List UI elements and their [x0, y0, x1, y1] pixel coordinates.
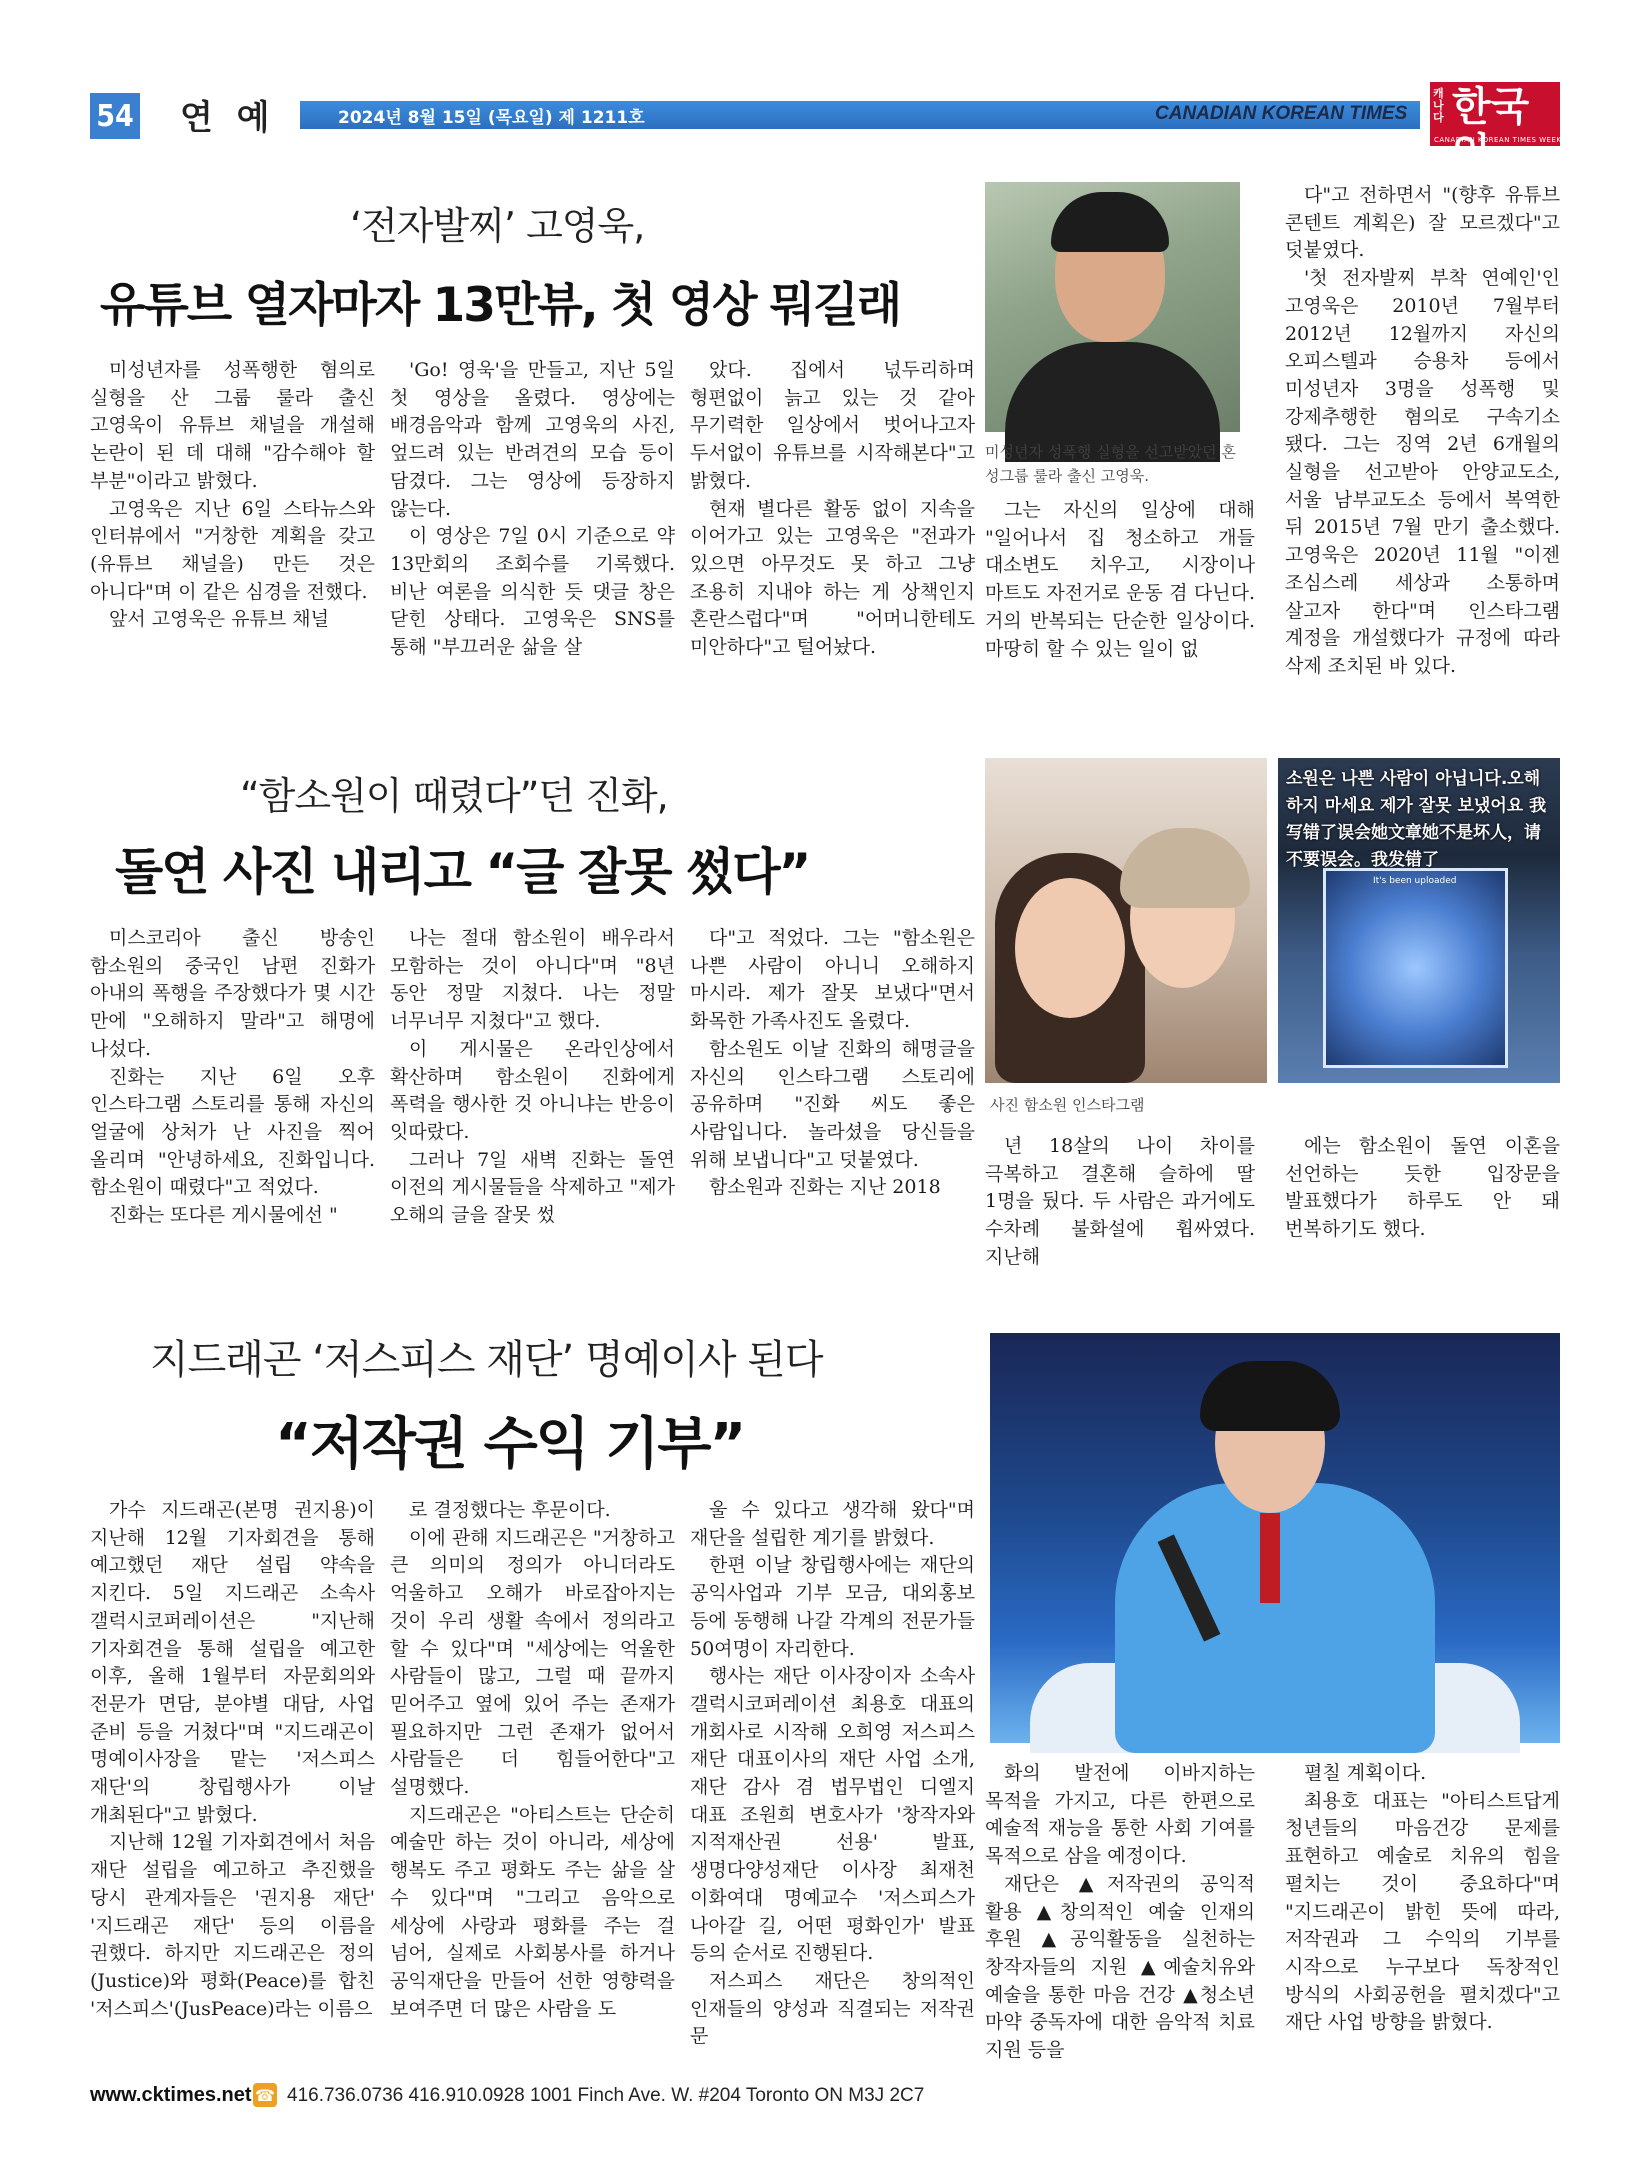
article1-caption: 미성년자 성폭행 실형을 선고받았던 혼성그룹 룰라 출신 고영욱. — [985, 443, 1236, 485]
article1-title: 유튜브 열자마자 13만뷰, 첫 영상 뭐길래 — [100, 278, 901, 333]
article2-col3 — [690, 925, 975, 1250]
paragraph: 최용호 대표는 "아티스트답게 청년들의 마음건강 문제를 표현하고 예술로 치유의 힘을 펼치는 것이 중요하다"며 "지드래곤이 밝힌 뜻에 따라, 저작권과 그 수익의 기부를 시작으로 누구보다 독창적인 방식의 사회공헌을 펼치겠다"고 재단 사업 방향을 밝혔다. — [1285, 1789, 1560, 2034]
paragraph: 펼칠 계획이다. — [1304, 1762, 1427, 1784]
article3-col3 — [690, 1497, 975, 2052]
paragraph: 다"고 전하면서 "(향후 유튜브 콘텐트 계획은) 잘 모르겠다"고 덧붙였다. — [1285, 184, 1560, 262]
newspaper-logo — [1430, 82, 1570, 176]
photo-overlay-label: It's been uploaded — [1373, 876, 1457, 886]
paragraph: 다"고 적었다. 그는 "함소원은 나쁜 사람이 아니니 오해하지 마시라. 제가 잘못 보냈다"면서 화목한 가족사진도 올렸다. — [690, 927, 975, 1033]
paragraph: 함소원도 이날 진화의 해명글을 자신의 인스타그램 스토리에 공유하며 "진화 씨도 좋은 사람입니다. 놀라셨을 당신들을 위해 보냅니다"고 덧붙였다. — [690, 1037, 975, 1171]
article3-col4 — [985, 1760, 1255, 2062]
paragraph: 이 게시물은 온라인상에서 확산하며 함소원이 진화에게 폭력을 행사한 것 아니냐는 반응이 잇따랐다. — [390, 1037, 675, 1143]
article1-col4 — [985, 497, 1255, 679]
photo-ham-so-won-jin-hua — [985, 758, 1267, 1083]
paragraph: 미성년자를 성폭행한 혐의로 실형을 산 그룹 룰라 출신 고영욱이 유튜브 채널을 개설해 논란이 된 데 대해 "감수해야 할 부분"이라고 밝혔다. — [90, 359, 375, 492]
paragraph: 에는 함소원이 돌연 이혼을 선언하는 듯한 입장문을 발표했다가 하루도 안 돼 번복하기도 했다. — [1285, 1135, 1560, 1241]
logo-side-text: 캐나다 — [1433, 87, 1444, 124]
logo-text: 한국인 — [1452, 84, 1530, 176]
footer-url[interactable]: www.cktimes.net — [90, 2084, 252, 2106]
page-number: 54 — [90, 93, 140, 139]
paragraph: 지드래곤은 "아티스트는 단순히 예술만 하는 것이 아니라, 세상에 행복도 주고 평화도 주는 삶을 살 수 있다"며 "그리고 음악으로 세상에 사랑과 평화를 주는 걸 넘어, 실제로 사회봉사를 하거나 공익재단을 만들어 선한 영향력을 보여주면 더 많은 사람을 도 — [390, 1803, 675, 2020]
photo-go-young-wook — [985, 182, 1240, 432]
paragraph: 로 결정했다는 후문이다. — [409, 1499, 611, 1521]
article2-col1 — [90, 925, 375, 1250]
paragraph: 이에 관해 지드래곤은 "거창하고 큰 의미의 정의가 아니더라도 억울하고 오해가 바로잡아지는 것이 우리 생활 속에서 정의라고 할 수 있다"며 "세상에는 억울한 사람들이 많고, 그럴 때 끝까지 믿어주고 옆에 있어 주는 존재가 필요하지만 그런 존재가 없어서 사람들은 더 힘들어한다"고 설명했다. — [390, 1526, 675, 1799]
section-title: 연 예 — [180, 98, 276, 138]
footer-contact: 416.736.0736 416.910.0928 1001 Finch Ave. W. #204 Toronto ON M3J 2C7 — [287, 2085, 925, 2106]
article1-col3 — [690, 357, 975, 679]
article3-col5 — [1285, 1760, 1560, 2052]
article1-subtitle: ‘전자발찌’ 고영욱, — [350, 204, 645, 248]
article1-col2 — [390, 357, 675, 679]
paragraph: '첫 전자발찌 부착 연예인'인 고영욱은 2010년 7월부터 2012년 12월까지 자신의 오피스텔과 승용차 등에서 미성년자 3명을 성폭행 및 강제추행한 혐의로 구속기소 됐다. 그는 징역 2년 6개월의 실형을 선고받아 안양교도소, 서울 남부교도소 등에서 복역한 뒤 2015년 7월 만기 출소했다. 고영욱은 2020년 11월 "이젠 조심스레 세상과 소통하며 살고자 한다"며 인스타그램 계정을 개설했다가 규정에 따라 삭제 조치된 바 있다. — [1285, 267, 1560, 677]
article3-col1 — [90, 1497, 375, 2052]
paragraph: 그러나 7일 새벽 진화는 돌연 이전의 게시물들을 삭제하고 "제가 오해의 글을 잘못 썼 — [390, 1148, 675, 1227]
article2-col4 — [985, 1133, 1255, 1268]
issue-date: 2024년 8월 15일 (목요일) 제 1211호 — [338, 108, 645, 128]
photo-overlay-text: 소원은 나쁜 사람이 아닙니다.오해하지 마세요 제가 잘못 보냈어요 我写错了误会她文章她不是坏人，请不要误会。我发错了 — [1286, 769, 1547, 870]
paragraph: 함소원과 진화는 지난 2018 — [709, 1176, 941, 1199]
article3-col2 — [390, 1497, 675, 2052]
paragraph: 년 18살의 나이 차이를 극복하고 결혼해 슬하에 딸 1명을 뒀다. 두 사람은 과거에도 수차례 불화설에 휩싸였다. 지난해 — [985, 1135, 1255, 1268]
article2-col2 — [390, 925, 675, 1250]
paragraph: 나는 절대 함소원이 배우라서 모함하는 것이 아니다"며 "8년 동안 정말 지쳤다. 나는 정말 너무너무 지쳤다"고 했다. — [390, 927, 675, 1033]
paragraph: 지난해 12월 기자회견에서 처음 재단 설립을 예고하고 추진했을 당시 관계자들은 '권지용 재단' '지드래곤 재단' 등의 이름을 권했다. 하지만 지드래곤은 정의(Justice)와 평화(Peace)를 합친 '저스피스'(JusPeace)라는 이름으 — [90, 1831, 375, 2020]
paragraph: 한편 이날 창립행사에는 재단의 공익사업과 기부 모금, 대외홍보 등에 동행해 나갈 각계의 전문가들 50여명이 자리한다. — [690, 1554, 975, 1660]
paper-name-en: CANADIAN KOREAN TIMES — [1155, 103, 1408, 124]
paragraph: 행사는 재단 이사장이자 소속사 갤럭시코퍼레이션 최용호 대표의 개회사로 시작해 오희영 저스피스 재단 대표이사의 재단 사업 소개, 재단 감사 겸 법무법인 디엘지 대표 조원희 변호사가 '창작자와 지적재산권 선용' 발표, 생명다양성재단 이사장 최재천 이화여대 명예교수 '저스피스가 나아갈 길, 어떤 평화인가' 발표 등의 순서로 진행된다. — [690, 1665, 975, 1965]
paragraph: 화의 발전에 이바지하는 목적을 가지고, 다른 한편으로 예술적 재능을 통한 사회 기여를 목적으로 삼을 예정이다. — [985, 1762, 1255, 1868]
paragraph: 고영욱은 지난 6일 스타뉴스와 인터뷰에서 "거창한 계획을 갖고 (유튜브 채널을) 만든 것은 아니다"며 이 같은 심경을 전했다. — [90, 497, 375, 603]
paragraph: 이 영상은 7일 0시 기준으로 약 13만회의 조회수를 기록했다. 비난 여론을 의식한 듯 댓글 창은 닫힌 상태다. 고영욱은 SNS를 통해 "부끄러운 삶을 살 — [390, 525, 675, 659]
paragraph: 미스코리아 출신 방송인 함소원의 중국인 남편 진화가 아내의 폭행을 주장했다가 몇 시간 만에 "오해하지 말라"고 해명에 나섰다. — [90, 927, 375, 1060]
article1-col1 — [90, 357, 375, 679]
paragraph: 저스피스 재단은 창의적인 인재들의 양성과 직결되는 저작권 문 — [690, 1969, 975, 2048]
article1-col5 — [1285, 182, 1560, 679]
paragraph: 진화는 또다른 게시물에선 " — [109, 1204, 338, 1227]
paragraph: 그는 자신의 일상에 대해 "일어나서 집 청소하고 개들 대소변도 치우고, 시장이나 마트도 자전거로 운동 겸 다닌다. 거의 반복되는 단순한 일상이다. 마땅히 할 수 있는 일이 없 — [985, 499, 1255, 660]
paragraph: 진화는 지난 6일 오후 인스타그램 스토리를 통해 자신의 얼굴에 상처가 난 사진을 찍어 올리며 "안녕하세요, 진화입니다. 함소원이 때렸다"고 적었다. — [90, 1065, 375, 1199]
article2-col5 — [1285, 1133, 1560, 1250]
paragraph: 울 수 있다고 생각해 왔다"며 재단을 설립한 계기를 밝혔다. — [690, 1499, 975, 1549]
paragraph: 'Go! 영욱'을 만들고, 지난 5일 첫 영상을 올렸다. 영상에는 배경음악과 함께 고영욱의 사진, 엎드려 있는 반려견의 모습 등이 담겼다. 그는 영상에 등장하지 않는다. — [390, 359, 675, 520]
article2-title: 돌연 사진 내리고 “글 잘못 썼다” — [115, 843, 810, 901]
paragraph: 재단은 ▲저작권의 공익적 활용 ▲창의적인 예술 인재의 후원 ▲공익활동을 실천하는 창작자들의 지원 ▲예술치유와 예술을 통한 마음 건강 ▲청소년 마약 중독자에 대한 음악적 치료 지원 등을 — [985, 1872, 1255, 2062]
article2-subtitle: “함소원이 때렸다”던 진화, — [240, 774, 668, 818]
article3-subtitle: 지드래곤 ‘저스피스 재단’ 명예이사 된다 — [150, 1337, 823, 1383]
photo-g-dragon — [990, 1333, 1560, 1743]
photo-instagram-story — [1278, 758, 1560, 1083]
article2-caption: 사진 함소원 인스타그램 — [990, 1096, 1145, 1114]
logo-sub: CANADIAN KOREAN TIMES WEEKLY — [1434, 136, 1570, 144]
phone-icon: ☎ — [253, 2083, 277, 2107]
paragraph: 가수 지드래곤(본명 권지용)이 지난해 12월 기자회견을 통해 예고했던 재단 설립 약속을 지킨다. 5일 지드래곤 소속사 갤럭시코퍼레이션은 "지난해 기자회견을 통해 설립을 예고한 이후, 올해 1월부터 자문회의와 전문가 면담, 분야별 대담, 사업 준비 등을 거쳤다"며 "지드래곤이 명예이사장을 맡는 '저스피스 재단'의 창립행사가 이날 개최된다"고 밝혔다. — [90, 1499, 375, 1826]
paragraph: 앞서 고영욱은 유튜브 채널 — [109, 608, 330, 631]
paragraph: 현재 별다른 활동 없이 지속을 이어가고 있는 고영욱은 "전과가 있으면 아무것도 못 하고 그냥 조용히 지내야 하는 게 상책인지 혼란스럽다"며 "어머니한테도 미안하다"고 털어놨다. — [690, 497, 975, 659]
article3-title: “저작권 수익 기부” — [275, 1412, 745, 1477]
paragraph: 았다. 집에서 넋두리하며 형편없이 늙고 있는 것 같아 무기력한 일상에서 벗어나고자 두서없이 유튜브를 시작해본다"고 밝혔다. — [690, 359, 975, 492]
